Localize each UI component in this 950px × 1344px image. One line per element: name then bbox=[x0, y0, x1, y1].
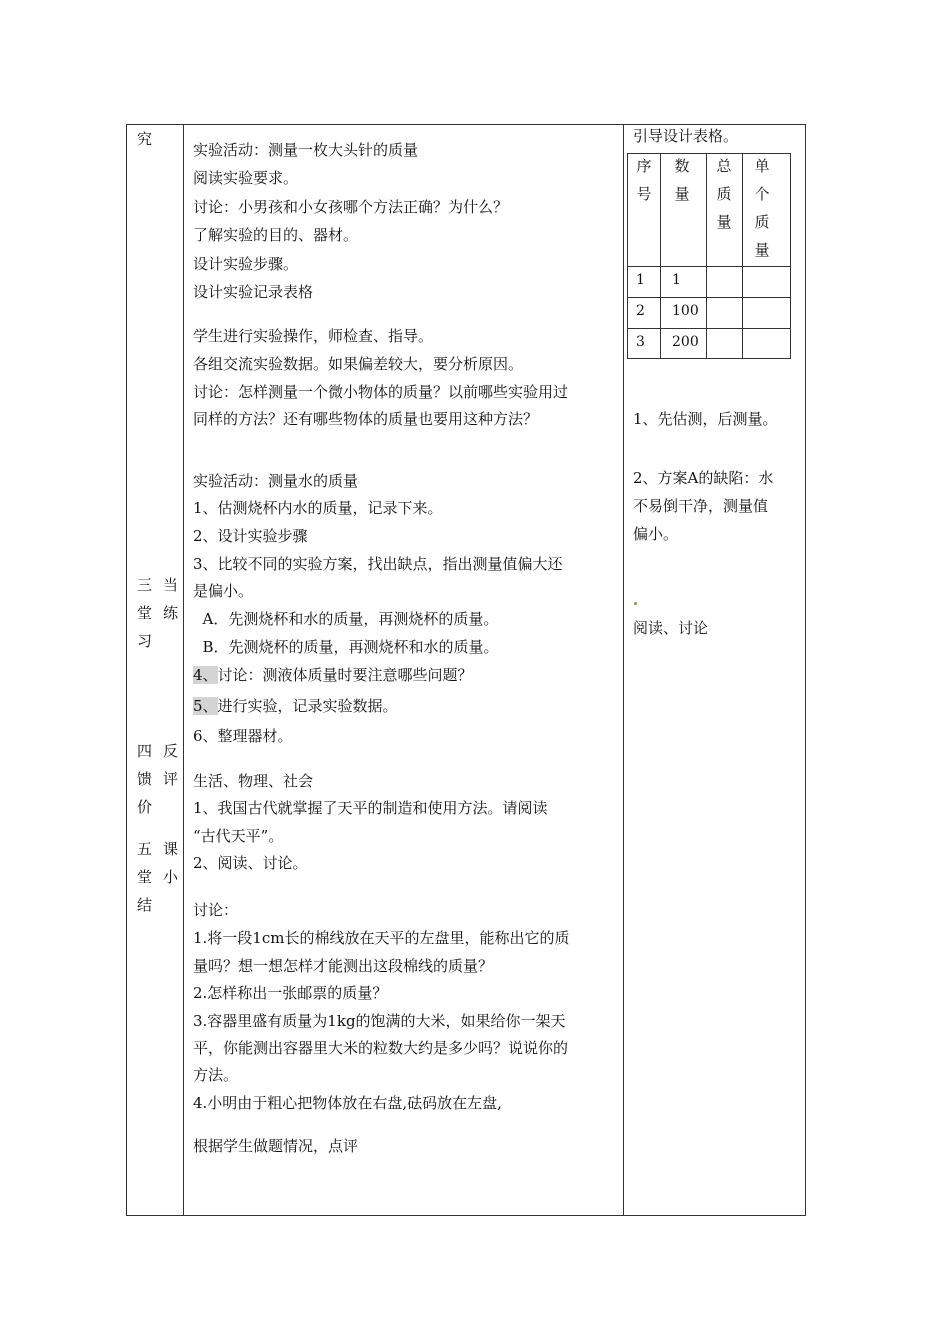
text-line: 学生进行实验操作，师检查、指导。 bbox=[193, 327, 434, 345]
text-line: 3.容器里盛有质量为1kg的饱满的大米，如果给你一架天 bbox=[193, 1012, 566, 1030]
table-header-count: 数量 bbox=[674, 157, 690, 203]
stray-dot bbox=[634, 602, 637, 605]
lesson-plan-table: 究 三 当 堂 练 习 四 反 馈 评 价 五 课 堂 小 结 实验活动：测量一枚大头针的质量 阅读实验要求。 讨论：小男孩和小女孩哪个方法正确？为什么？ 了解实验的目的、器材。 设计实验步骤。 设计实验记录表格 学生进行实验操作，师检查、指导。 各组交流实验数据。如果偏差较大，要分析原因。 讨论：怎样测量一个微小物体的质量？以前哪些实验用过 同样的方法？还有哪些物体的质量也要用这种方法？ 实验活动：测量水的质量 1、估测烧杯内水的质量，记录下来。 2、设计实验步骤 3、比较不同的实验方案，找出缺点，指出测量值偏大还 是偏小。 A．先测烧杯和水的质量，再测烧杯的质量。 B．先测烧杯的质量，再测烧杯和水的质量。 4、讨论：测液体质量时要注意哪些问题？ 5、进行实验，记录实验数据。 6、整理器材。 生活、物理、社会 1、我国古代就掌握了天平的制造和使用方法。请阅读 “古代天平”。 2、阅读、讨论。 讨论： 1.将一段1cm长的棉线放在天平的左盘里，能称出它的质 量吗？想一想怎样才能测出这段棉线的质量？ 2.怎样称出一张邮票的质量？ 3.容器里盛有质量为1kg的饱满的大米，如果给你一架天 平，你能测出容器里大米的粒数大约是多少吗？说说你的 方法。 4.小明由于粗心把物体放在右盘,砝码放在左盘, 根据学生做题情况，点评 引导设计表格。 序号 数量 总质量 单个质量 1 1 2 100 3 200 1、先估测，后测量。 2、方案A的缺陷：水 不易倒干净，测量值 偏小。 阅读、讨论 bbox=[126, 124, 806, 1216]
text-line: 讨论：小男孩和小女孩哪个方法正确？为什么？ bbox=[193, 198, 509, 216]
text-line: 阅读实验要求。 bbox=[193, 169, 299, 187]
text-line: 了解实验的目的、器材。 bbox=[193, 226, 359, 244]
text-line: 生活、物理、社会 bbox=[193, 772, 314, 790]
text-line: 平，你能测出容器里大米的粒数大约是多少吗？说说你的 bbox=[193, 1039, 569, 1057]
text-line: 设计实验记录表格 bbox=[193, 283, 314, 301]
text-line: 是偏小。 bbox=[193, 582, 254, 600]
closing-comment: 根据学生做题情况，点评 bbox=[193, 1137, 359, 1155]
column-divider-1 bbox=[183, 125, 184, 1215]
table-cell: 1 bbox=[672, 272, 681, 288]
table-cell: 100 bbox=[672, 303, 699, 319]
left-top-char: 究 bbox=[137, 130, 153, 148]
item-6: 6、整理器材。 bbox=[193, 727, 293, 745]
table-cell: 1 bbox=[636, 272, 645, 288]
column-divider-2 bbox=[623, 125, 624, 1215]
item-4: 4、讨论：测液体质量时要注意哪些问题？ bbox=[193, 666, 473, 684]
record-table bbox=[627, 153, 791, 359]
text-line: 讨论：怎样测量一个微小物体的质量？以前哪些实验用过 bbox=[193, 383, 569, 401]
text-line: 3、比较不同的实验方案，找出缺点，指出测量值偏大还 bbox=[193, 555, 563, 573]
option-b: B．先测烧杯的质量，再测烧杯和水的质量。 bbox=[193, 638, 499, 656]
text-line: 量吗？想一想怎样才能测出这段棉线的质量？ bbox=[193, 957, 494, 975]
text-line: “古代天平”。 bbox=[193, 827, 284, 845]
text-line: 讨论： bbox=[193, 901, 239, 919]
text-line: 实验活动：测量一枚大头针的质量 bbox=[193, 141, 419, 159]
right-header: 引导设计表格。 bbox=[633, 127, 739, 145]
table-cell: 2 bbox=[636, 303, 645, 319]
item-5: 5、进行实验，记录实验数据。 bbox=[193, 697, 398, 715]
table-header-index: 序号 bbox=[636, 157, 652, 203]
note-1: 1、先估测，后测量。 bbox=[633, 410, 778, 428]
text-line: 实验活动：测量水的质量 bbox=[193, 472, 359, 490]
table-cell: 200 bbox=[672, 334, 699, 350]
text-line: 2、设计实验步骤 bbox=[193, 527, 308, 545]
table-header-single: 单个质量 bbox=[754, 157, 770, 259]
text-line: 设计实验步骤。 bbox=[193, 255, 299, 273]
text-line: 4.小明由于粗心把物体放在右盘,砝码放在左盘, bbox=[193, 1094, 502, 1112]
note-3: 阅读、讨论 bbox=[633, 619, 709, 637]
text-line: 2、阅读、讨论。 bbox=[193, 854, 308, 872]
text-line: 各组交流实验数据。如果偏差较大，要分析原因。 bbox=[193, 355, 524, 373]
text-line: 方法。 bbox=[193, 1066, 239, 1084]
table-header-total: 总质量 bbox=[716, 157, 732, 231]
text-line: 1、我国古代就掌握了天平的制造和使用方法。请阅读 bbox=[193, 799, 548, 817]
text-line: 1、估测烧杯内水的质量，记录下来。 bbox=[193, 499, 443, 517]
option-a: A．先测烧杯和水的质量，再测烧杯的质量。 bbox=[193, 610, 499, 628]
text-line: 同样的方法？还有哪些物体的质量也要用这种方法？ bbox=[193, 410, 539, 428]
table-cell: 3 bbox=[636, 334, 645, 350]
text-line: 1.将一段1cm长的棉线放在天平的左盘里，能称出它的质 bbox=[193, 929, 570, 947]
text-line: 2.怎样称出一张邮票的质量？ bbox=[193, 984, 388, 1002]
